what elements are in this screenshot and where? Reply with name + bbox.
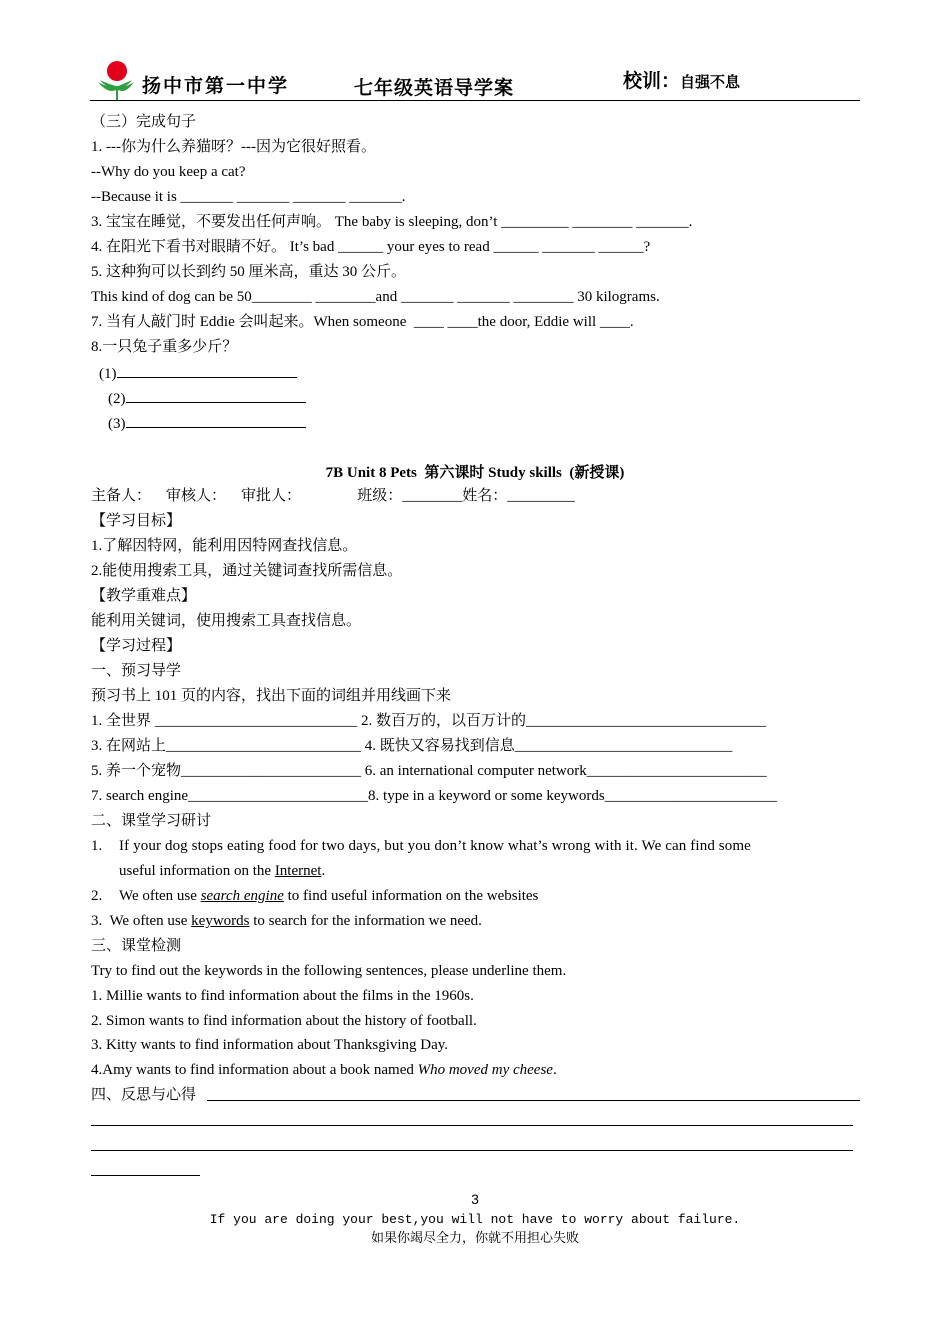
phrase-line: 1. 全世界 ___________________________ 2. 数百万的，以百万计的________________________________ [91,713,767,729]
school-name: 扬中市第一中学 [142,75,290,97]
item-text: 4.Amy wants to find information about a book named [91,1062,418,1078]
exercise-line: --Because it is _______ _______ _______ _______. [91,189,406,205]
exercise-line: 8.一只兔子重多少斤？ [91,339,238,355]
classroom-item-1-cont [119,861,325,881]
lesson-title: 7B Unit 8 Pets 第六课时 Study skills (新授课) [325,465,625,481]
answer-label: (3) [108,416,126,432]
item-text: useful information on the [119,863,275,879]
motto-label: 校训： [623,70,681,92]
footer-quote-cn: 如果你竭尽全力，你就不用担心失败 [370,1230,579,1245]
classroom-item-3 [91,911,482,931]
school-motto [623,66,740,93]
check-question: 3. Kitty wants to find information about Thanksgiving Day. [91,1037,449,1053]
underlined-keyword: search engine [200,888,284,904]
school-logo-icon [96,60,136,100]
item-text: . [321,863,326,879]
answer-blank[interactable] [126,412,306,428]
underlined-keyword: Internet [274,863,322,879]
phrase-line: 3. 在网站上__________________________ 4. 既快又容易找到信息_____________________________ [91,738,733,754]
staff-line: 主备人： 审核人： 审批人： 班级：________姓名：_________ [91,488,575,504]
exercise-line: --Why do you keep a cat? [91,164,246,180]
book-title: Who moved my cheese [417,1062,553,1078]
preview-title: 一、预习导学 [91,663,182,679]
classroom-title: 二、课堂学习研讨 [91,813,212,829]
reflection-line[interactable] [91,1125,853,1126]
item-text: We often use [119,888,201,904]
check-question: 2. Simon wants to find information about the history of football. [91,1013,477,1029]
reflection-line[interactable] [91,1150,853,1151]
exercise-line: 3. 宝宝在睡觉，不要发出任何声响。 The baby is sleeping, don’t _________ ________ _______. [91,214,693,230]
classroom-item-1 [91,836,751,856]
footer-quote-en: If you are doing your best,you will not have to worry about failure. [209,1212,741,1227]
exercise-line: 7. 当有人敲门时 Eddie 会叫起来。When someone ____ ____the door, Eddie will ____. [91,314,634,330]
page-number: 3 [471,1191,479,1207]
keypoint-item: 能利用关键词，使用搜索工具查找信息。 [91,613,362,629]
answer-line-2 [108,387,306,409]
answer-line-3 [108,412,306,434]
underlined-keyword: keywords [191,913,250,929]
answer-blank[interactable] [126,387,306,403]
reflection-title: 四、反思与心得 [91,1087,197,1103]
check-title: 三、课堂检测 [91,938,182,954]
item-text: to find useful information on the websites [283,888,539,904]
preview-intro: 预习书上 101 页的内容，找出下面的词组并用线画下来 [91,688,452,704]
item-text: 3. We often use [91,913,192,929]
goal-item: 1.了解因特网，能利用因特网查找信息。 [91,538,358,554]
classroom-item-2 [91,886,538,906]
exercise-line: 1. ---你为什么养猫呀？---因为它很好照看。 [91,139,376,155]
goals-title: 【学习目标】 [91,513,182,529]
item-text: to search for the information we need. [249,913,482,929]
goal-item: 2.能使用搜索工具，通过关键词查找所需信息。 [91,563,403,579]
document-title: 七年级英语导学案 [354,77,515,99]
check-question: 1. Millie wants to find information about the films in the 1960s. [91,988,474,1004]
check-intro: Try to find out the keywords in the following sentences, please underline them. [91,963,567,979]
reflection-line[interactable] [207,1100,860,1101]
answer-blank[interactable] [117,362,297,378]
item-text: . [552,1062,557,1078]
phrase-line: 5. 养一个宠物________________________ 6. an international computer network________________________ [91,763,767,779]
exercise-line: This kind of dog can be 50________ ________and _______ _______ ________ 30 kilograms. [91,289,660,305]
process-title: 【学习过程】 [91,638,182,654]
motto-text: 自强不息 [680,73,741,91]
phrase-line: 7. search engine________________________8. type in a keyword or some keywords_______________________ [91,788,778,804]
check-question [91,1060,557,1080]
item-number: 1. [91,838,103,854]
keypoints-title: 【教学重难点】 [91,588,197,604]
item-text: If your dog stops eating food for two days, but you don’t know what’s wrong with it. We can find some [119,838,751,854]
exercise-line: 5. 这种狗可以长到约 50 厘米高，重达 30 公斤。 [91,264,407,280]
section3-title: （三）完成句子 [91,114,197,130]
exercise-line: 4. 在阳光下看书对眼睛不好。 It’s bad ______ your eyes to read ______ _______ ______? [91,239,651,255]
answer-label: (1) [99,366,117,382]
page-header [90,58,860,101]
answer-line-1 [99,362,297,384]
item-number: 2. [91,888,103,904]
answer-label: (2) [108,391,126,407]
reflection-line[interactable] [91,1175,200,1176]
